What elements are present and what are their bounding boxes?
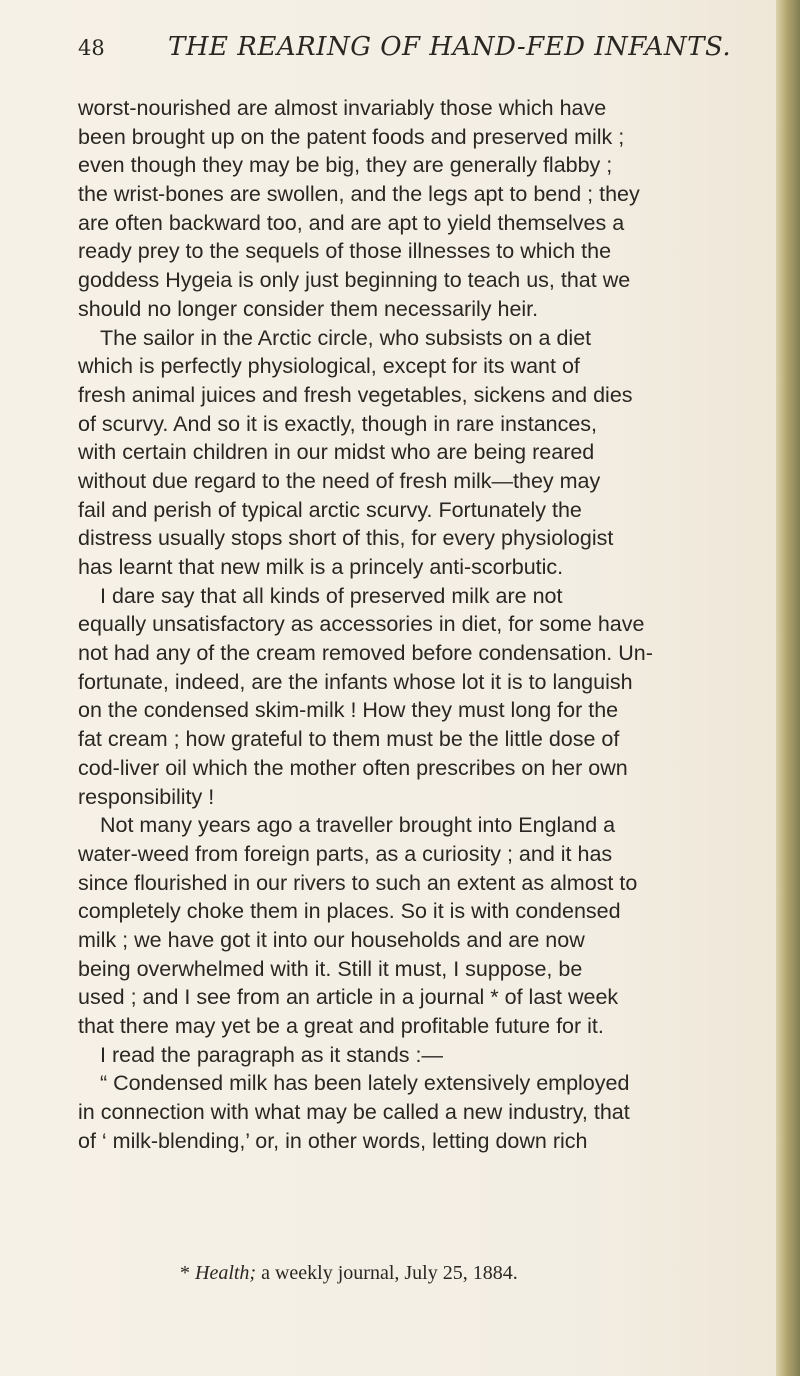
text-line: being overwhelmed with it. Still it must, I suppose, be bbox=[78, 956, 583, 981]
page-binding-edge bbox=[776, 0, 800, 1376]
text-line: with certain children in our midst who are being reared bbox=[78, 440, 595, 465]
text-line: of ‘ milk-blending,’ or, in other words, letting down rich bbox=[78, 1128, 588, 1153]
text-line: in connection with what may be called a new industry, that bbox=[78, 1100, 630, 1125]
text-line: even though they may be big, they are generally flabby ; bbox=[78, 153, 613, 178]
running-head: THE REARING OF HAND-FED INFANTS. bbox=[168, 32, 732, 62]
text-line: water-weed from foreign parts, as a curiosity ; and it has bbox=[78, 841, 613, 866]
paragraph-start-line: I dare say that all kinds of preserved milk are not bbox=[100, 583, 563, 608]
text-line: fortunate, indeed, are the infants whose lot it is to languish bbox=[78, 669, 633, 694]
text-line: fail and perish of typical arctic scurvy. Fortunately the bbox=[78, 497, 582, 522]
paragraph-start-line: The sailor in the Arctic circle, who subsists on a diet bbox=[100, 325, 592, 350]
page-header bbox=[78, 30, 738, 70]
text-line: which is perfectly physiological, except for its want of bbox=[78, 354, 580, 379]
text-line: not had any of the cream removed before condensation. Un- bbox=[78, 641, 653, 666]
text-line: has learnt that new milk is a princely anti-scorbutic. bbox=[78, 555, 564, 579]
text-line: equally unsatisfactory as accessories in diet, for some have bbox=[78, 612, 645, 637]
quote-start-line: “ Condensed milk has been lately extensively employed bbox=[100, 1071, 630, 1096]
paragraph-start-line: Not many years ago a traveller brought into England a bbox=[100, 813, 616, 838]
footnote-journal-title: Health; bbox=[195, 1262, 257, 1284]
text-line: responsibility ! bbox=[78, 784, 215, 809]
text-line: distress usually stops short of this, for every physiologist bbox=[78, 526, 614, 551]
text-line: goddess Hygeia is only just beginning to teach us, that we bbox=[78, 268, 631, 293]
text-line: since flourished in our rivers to such an extent as almost to bbox=[78, 870, 638, 895]
text-line: been brought up on the patent foods and preserved milk ; bbox=[78, 124, 625, 149]
text-line: worst-nourished are almost invariably those which have bbox=[78, 96, 607, 120]
text-line: should no longer consider them necessarily heir. bbox=[78, 296, 539, 321]
footnote-text: a weekly journal, July 25, 1884. bbox=[261, 1262, 518, 1284]
text-line: of scurvy. And so it is exactly, though in rare instances, bbox=[78, 411, 598, 436]
text-line: fresh animal juices and fresh vegetables, sickens and dies bbox=[78, 382, 633, 407]
text-line: cod-liver oil which the mother often prescribes on her own bbox=[78, 755, 628, 780]
text-line: fat cream ; how grateful to them must be the little dose of bbox=[78, 727, 620, 752]
text-line: ready prey to the sequels of those illnesses to which the bbox=[78, 239, 612, 264]
footnote bbox=[180, 1262, 518, 1285]
page-number: 48 bbox=[78, 36, 105, 60]
text-line: the wrist-bones are swollen, and the legs apt to bend ; they bbox=[78, 182, 640, 207]
text-line: used ; and I see from an article in a journal * of last week bbox=[78, 985, 619, 1010]
text-line: are often backward too, and are apt to yield themselves a bbox=[78, 210, 625, 235]
text-line: on the condensed skim-milk ! How they must long for the bbox=[78, 698, 619, 723]
footnote-marker: * bbox=[180, 1262, 190, 1284]
body-text bbox=[78, 94, 746, 1155]
paragraph-start-line: I read the paragraph as it stands :— bbox=[100, 1042, 444, 1067]
text-line: completely choke them in places. So it is with condensed bbox=[78, 899, 621, 924]
text-line: that there may yet be a great and profitable future for it. bbox=[78, 1014, 604, 1038]
text-line: milk ; we have got it into our households and are now bbox=[78, 927, 585, 952]
text-line: without due regard to the need of fresh milk—they may bbox=[78, 468, 601, 493]
